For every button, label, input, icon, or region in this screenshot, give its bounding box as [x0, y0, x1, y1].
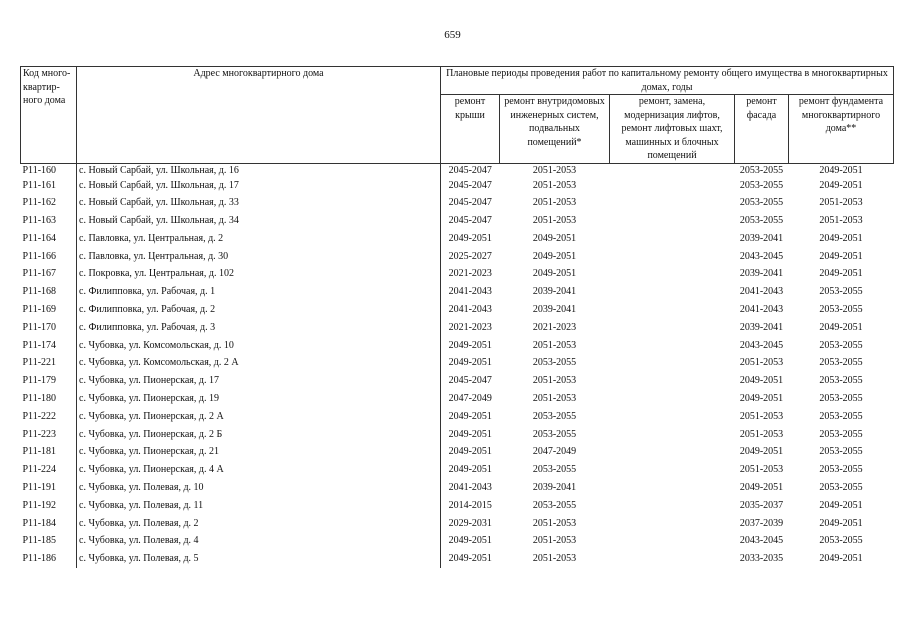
table-row: [21, 461, 894, 479]
cell-foundation: 2049-2051: [819, 250, 863, 262]
cell-elevators: [610, 177, 735, 195]
cell-code: Р11-161: [21, 177, 77, 195]
cell-code: Р11-180: [21, 390, 77, 408]
cell-code: Р11-164: [21, 230, 77, 248]
header-code: Код много-квартир-ного дома: [21, 67, 77, 164]
cell-address: с. Чубовка, ул. Полевая, д. 11: [77, 497, 441, 515]
cell-foundation: 2053-2055: [819, 410, 863, 422]
cell-code: Р11-224: [21, 461, 77, 479]
cell-facade: 2043-2045: [739, 250, 784, 262]
cell-address: с. Чубовка, ул. Пионерская, д. 17: [77, 372, 441, 390]
cell-elevators: [610, 283, 735, 301]
cell-roof: 2029-2031: [448, 517, 492, 529]
table-row: [21, 515, 894, 533]
cell-facade: 2051-2053: [739, 428, 784, 440]
cell-foundation: 2049-2051: [819, 268, 863, 280]
cell-code: Р11-160: [21, 163, 77, 177]
cell-engineering: 2049-2051: [532, 250, 577, 262]
cell-roof: 2049-2051: [448, 357, 492, 369]
cell-foundation: 2049-2051: [819, 164, 863, 176]
cell-foundation: 2053-2055: [819, 535, 863, 547]
table-row: [21, 426, 894, 444]
cell-roof: 2049-2051: [448, 535, 492, 547]
cell-elevators: [610, 319, 735, 337]
cell-engineering: 2039-2041: [532, 286, 577, 298]
cell-code: Р11-223: [21, 426, 77, 444]
table-row: [21, 408, 894, 426]
cell-engineering: 2051-2053: [532, 553, 577, 565]
cell-foundation: 2053-2055: [819, 446, 863, 458]
cell-code: Р11-192: [21, 497, 77, 515]
cell-engineering: 2039-2041: [532, 304, 577, 316]
cell-elevators: [610, 408, 735, 426]
cell-foundation: 2049-2051: [819, 499, 863, 511]
cell-roof: 2021-2023: [448, 321, 492, 333]
cell-code: Р11-221: [21, 354, 77, 372]
table-row: [21, 390, 894, 408]
cell-code: Р11-163: [21, 212, 77, 230]
cell-engineering: 2051-2053: [532, 517, 577, 529]
cell-elevators: [610, 550, 735, 568]
cell-roof: 2041-2043: [448, 304, 492, 316]
cell-engineering: 2047-2049: [532, 446, 577, 458]
cell-elevators: [610, 497, 735, 515]
cell-address: с. Новый Сарбай, ул. Школьная, д. 16: [77, 163, 441, 177]
cell-code: Р11-169: [21, 301, 77, 319]
cell-address: с. Новый Сарбай, ул. Школьная, д. 17: [77, 177, 441, 195]
cell-roof: 2014-2015: [448, 499, 492, 511]
cell-code: Р11-166: [21, 248, 77, 266]
cell-roof: 2045-2047: [448, 215, 492, 227]
cell-roof: 2021-2023: [448, 268, 492, 280]
cell-roof: 2045-2047: [448, 164, 492, 176]
table-row: [21, 301, 894, 319]
cell-facade: 2053-2055: [739, 179, 784, 191]
header-roof: ремонт крыши: [441, 95, 500, 164]
table-header: [21, 67, 894, 164]
cell-elevators: [610, 390, 735, 408]
cell-engineering: 2053-2055: [532, 499, 577, 511]
cell-engineering: 2049-2051: [532, 232, 577, 244]
cell-engineering: 2051-2053: [532, 393, 577, 405]
cell-address: с. Чубовка, ул. Пионерская, д. 4 А: [77, 461, 441, 479]
cell-elevators: [610, 194, 735, 212]
cell-code: Р11-179: [21, 372, 77, 390]
cell-engineering: 2051-2053: [532, 535, 577, 547]
cell-foundation: 2053-2055: [819, 286, 863, 298]
cell-elevators: [610, 337, 735, 355]
table-row: [21, 337, 894, 355]
cell-roof: 2049-2051: [448, 428, 492, 440]
cell-engineering: 2049-2051: [532, 268, 577, 280]
cell-facade: 2049-2051: [739, 375, 784, 387]
cell-foundation: 2053-2055: [819, 393, 863, 405]
cell-engineering: 2051-2053: [532, 215, 577, 227]
cell-code: Р11-222: [21, 408, 77, 426]
cell-engineering: 2051-2053: [532, 179, 577, 191]
cell-facade: 2041-2043: [739, 286, 784, 298]
cell-address: с. Филипповка, ул. Рабочая, д. 1: [77, 283, 441, 301]
cell-facade: 2053-2055: [739, 215, 784, 227]
cell-address: с. Чубовка, ул. Пионерская, д. 19: [77, 390, 441, 408]
cell-foundation: 2053-2055: [819, 339, 863, 351]
cell-address: с. Чубовка, ул. Полевая, д. 4: [77, 532, 441, 550]
cell-roof: 2045-2047: [448, 375, 492, 387]
cell-elevators: [610, 426, 735, 444]
cell-facade: 2041-2043: [739, 304, 784, 316]
cell-facade: 2043-2045: [739, 535, 784, 547]
cell-facade: 2033-2035: [739, 553, 784, 565]
cell-engineering: 2051-2053: [532, 339, 577, 351]
cell-roof: 2049-2051: [448, 464, 492, 476]
table-row: [21, 177, 894, 195]
cell-code: Р11-167: [21, 265, 77, 283]
cell-address: с. Филипповка, ул. Рабочая, д. 2: [77, 301, 441, 319]
cell-engineering: 2039-2041: [532, 482, 577, 494]
cell-elevators: [610, 301, 735, 319]
header-elevators: ремонт, замена, модернизация лифтов, ремонт лифтовых шахт, машинных и блочных помещений: [610, 95, 735, 164]
cell-roof: 2049-2051: [448, 339, 492, 351]
cell-engineering: 2051-2053: [532, 164, 577, 176]
cell-roof: 2045-2047: [448, 179, 492, 191]
cell-facade: 2043-2045: [739, 339, 784, 351]
cell-address: с. Покровка, ул. Центральная, д. 102: [77, 265, 441, 283]
cell-address: с. Чубовка, ул. Полевая, д. 10: [77, 479, 441, 497]
cell-facade: 2053-2055: [739, 197, 784, 209]
cell-code: Р11-168: [21, 283, 77, 301]
table-row: [21, 319, 894, 337]
cell-facade: 2049-2051: [739, 482, 784, 494]
cell-engineering: 2051-2053: [532, 375, 577, 387]
table-row: [21, 550, 894, 568]
cell-roof: 2025-2027: [448, 250, 492, 262]
cell-elevators: [610, 443, 735, 461]
cell-foundation: 2049-2051: [819, 321, 863, 333]
cell-roof: 2045-2047: [448, 197, 492, 209]
cell-facade: 2039-2041: [739, 268, 784, 280]
table-body: [21, 163, 894, 568]
cell-foundation: 2049-2051: [819, 232, 863, 244]
cell-address: с. Чубовка, ул. Пионерская, д. 21: [77, 443, 441, 461]
cell-facade: 2051-2053: [739, 357, 784, 369]
cell-code: Р11-181: [21, 443, 77, 461]
header-foundation: ремонт фундамента многоквартирного дома**: [789, 95, 894, 164]
cell-address: с. Чубовка, ул. Пионерская, д. 2 Б: [77, 426, 441, 444]
header-address: Адрес многоквартирного дома: [77, 67, 441, 164]
cell-elevators: [610, 212, 735, 230]
cell-code: Р11-162: [21, 194, 77, 212]
table-row: [21, 443, 894, 461]
header-periods: Плановые периоды проведения работ по капитальному ремонту общего имущества в многоквартирных домах, годы: [441, 67, 894, 95]
cell-roof: 2047-2049: [448, 393, 492, 405]
cell-foundation: 2053-2055: [819, 482, 863, 494]
cell-foundation: 2053-2055: [819, 464, 863, 476]
cell-elevators: [610, 372, 735, 390]
header-facade: ремонт фасада: [735, 95, 789, 164]
cell-code: Р11-185: [21, 532, 77, 550]
cell-elevators: [610, 163, 735, 177]
table-row: [21, 372, 894, 390]
cell-facade: 2039-2041: [739, 232, 784, 244]
cell-address: с. Чубовка, ул. Комсомольская, д. 10: [77, 337, 441, 355]
table-row: [21, 230, 894, 248]
cell-engineering: 2053-2055: [532, 428, 577, 440]
cell-code: Р11-186: [21, 550, 77, 568]
table-row: [21, 248, 894, 266]
cell-facade: 2053-2055: [739, 164, 784, 176]
cell-address: с. Новый Сарбай, ул. Школьная, д. 34: [77, 212, 441, 230]
cell-elevators: [610, 265, 735, 283]
cell-facade: 2035-2037: [739, 499, 784, 511]
cell-address: с. Павловка, ул. Центральная, д. 30: [77, 248, 441, 266]
cell-foundation: 2051-2053: [819, 215, 863, 227]
table-row: [21, 194, 894, 212]
table-row: [21, 497, 894, 515]
cell-foundation: 2053-2055: [819, 375, 863, 387]
cell-code: Р11-184: [21, 515, 77, 533]
cell-address: с. Чубовка, ул. Полевая, д. 5: [77, 550, 441, 568]
table-row: [21, 212, 894, 230]
cell-roof: 2049-2051: [448, 410, 492, 422]
cell-engineering: 2051-2053: [532, 197, 577, 209]
table-row: [21, 283, 894, 301]
page-number: 659: [444, 29, 461, 41]
cell-foundation: 2053-2055: [819, 357, 863, 369]
cell-code: Р11-170: [21, 319, 77, 337]
cell-facade: 2051-2053: [739, 410, 784, 422]
cell-roof: 2049-2051: [448, 446, 492, 458]
cell-roof: 2049-2051: [448, 553, 492, 565]
cell-roof: 2049-2051: [448, 232, 492, 244]
cell-code: Р11-174: [21, 337, 77, 355]
cell-address: с. Чубовка, ул. Комсомольская, д. 2 А: [77, 354, 441, 372]
table-row: [21, 265, 894, 283]
cell-elevators: [610, 230, 735, 248]
table-row: [21, 479, 894, 497]
table-row: [21, 354, 894, 372]
cell-roof: 2041-2043: [448, 482, 492, 494]
cell-roof: 2041-2043: [448, 286, 492, 298]
table-row: [21, 163, 894, 177]
cell-facade: 2039-2041: [739, 321, 784, 333]
repair-schedule-table: [20, 66, 894, 568]
cell-facade: 2049-2051: [739, 446, 784, 458]
cell-address: с. Новый Сарбай, ул. Школьная, д. 33: [77, 194, 441, 212]
cell-address: с. Чубовка, ул. Полевая, д. 2: [77, 515, 441, 533]
cell-elevators: [610, 479, 735, 497]
cell-address: с. Павловка, ул. Центральная, д. 2: [77, 230, 441, 248]
cell-foundation: 2053-2055: [819, 428, 863, 440]
cell-foundation: 2053-2055: [819, 304, 863, 316]
cell-engineering: 2053-2055: [532, 357, 577, 369]
cell-engineering: 2021-2023: [532, 321, 577, 333]
cell-elevators: [610, 461, 735, 479]
cell-foundation: 2049-2051: [819, 553, 863, 565]
header-engineering: ремонт внутридомовых инженерных систем, подвальных помещений*: [500, 95, 610, 164]
cell-foundation: 2049-2051: [819, 179, 863, 191]
cell-facade: 2037-2039: [739, 517, 784, 529]
cell-engineering: 2053-2055: [532, 410, 577, 422]
cell-elevators: [610, 515, 735, 533]
cell-address: с. Филипповка, ул. Рабочая, д. 3: [77, 319, 441, 337]
cell-foundation: 2049-2051: [819, 517, 863, 529]
cell-facade: 2049-2051: [739, 393, 784, 405]
cell-foundation: 2051-2053: [819, 197, 863, 209]
cell-facade: 2051-2053: [739, 464, 784, 476]
cell-code: Р11-191: [21, 479, 77, 497]
cell-engineering: 2053-2055: [532, 464, 577, 476]
cell-elevators: [610, 248, 735, 266]
cell-elevators: [610, 532, 735, 550]
table-row: [21, 532, 894, 550]
cell-elevators: [610, 354, 735, 372]
cell-address: с. Чубовка, ул. Пионерская, д. 2 А: [77, 408, 441, 426]
